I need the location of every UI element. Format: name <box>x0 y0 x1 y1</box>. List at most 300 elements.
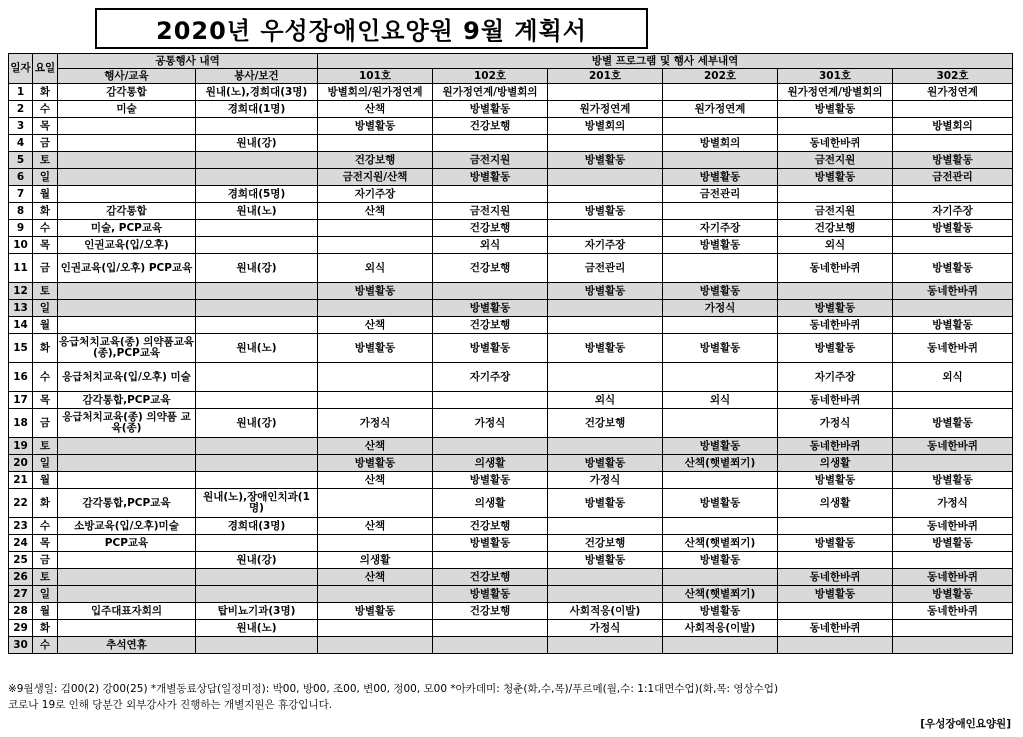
service-cell <box>196 300 318 317</box>
day-cell: 7 <box>9 186 33 203</box>
room-cell: 방별활동 <box>893 535 1013 552</box>
room-cell: 외식 <box>893 363 1013 392</box>
room-cell: 방별활동 <box>663 334 778 363</box>
day-cell: 28 <box>9 603 33 620</box>
day-cell: 14 <box>9 317 33 334</box>
room-cell: 사회적응(이발) <box>548 603 663 620</box>
page-title: 2020년 우성장애인요양원 9월 계획서 <box>95 8 648 49</box>
room-cell <box>433 135 548 152</box>
room-cell: 가정식 <box>893 489 1013 518</box>
room-cell: 건강보행 <box>433 518 548 535</box>
room-cell: 방별활동 <box>433 101 548 118</box>
service-cell: 원내(강) <box>196 254 318 283</box>
header-room-302: 302호 <box>893 69 1013 84</box>
service-cell <box>196 363 318 392</box>
room-cell: 방별활동 <box>433 169 548 186</box>
room-cell: 가정식 <box>548 620 663 637</box>
room-cell: 자기주장 <box>433 363 548 392</box>
room-cell: 자기주장 <box>778 363 893 392</box>
weekday-cell: 목 <box>33 237 58 254</box>
room-cell: 방별활동 <box>548 334 663 363</box>
service-cell: 원내(강) <box>196 552 318 569</box>
day-cell: 29 <box>9 620 33 637</box>
weekday-cell: 화 <box>33 203 58 220</box>
event-cell <box>58 118 196 135</box>
room-cell <box>318 220 433 237</box>
room-cell: 방별활동 <box>663 283 778 300</box>
room-cell <box>433 620 548 637</box>
service-cell <box>196 392 318 409</box>
day-cell: 21 <box>9 472 33 489</box>
weekday-cell: 토 <box>33 152 58 169</box>
room-cell: 방별활동 <box>433 300 548 317</box>
service-cell <box>196 317 318 334</box>
room-cell: 원가정연계 <box>893 84 1013 101</box>
room-cell <box>663 569 778 586</box>
service-cell <box>196 569 318 586</box>
room-cell <box>778 518 893 535</box>
service-cell: 원내(노) <box>196 620 318 637</box>
event-cell: 감각통합 <box>58 203 196 220</box>
room-cell: 방별활동 <box>548 455 663 472</box>
room-cell: 원가정연계/방별회의 <box>433 84 548 101</box>
service-cell <box>196 237 318 254</box>
room-cell <box>318 535 433 552</box>
weekday-cell: 수 <box>33 518 58 535</box>
room-cell: 동네한바퀴 <box>778 254 893 283</box>
room-cell: 동네한바퀴 <box>778 135 893 152</box>
room-cell: 동네한바퀴 <box>778 569 893 586</box>
room-cell <box>663 152 778 169</box>
room-cell: 동네한바퀴 <box>778 392 893 409</box>
weekday-cell: 수 <box>33 637 58 654</box>
weekday-cell: 목 <box>33 118 58 135</box>
table-row <box>9 203 1013 220</box>
day-cell: 11 <box>9 254 33 283</box>
room-cell: 방별활동 <box>778 586 893 603</box>
service-cell <box>196 535 318 552</box>
service-cell: 원내(노) <box>196 203 318 220</box>
table-row <box>9 135 1013 152</box>
room-cell <box>893 300 1013 317</box>
room-cell <box>663 518 778 535</box>
room-cell <box>893 135 1013 152</box>
event-cell <box>58 552 196 569</box>
weekday-cell: 일 <box>33 586 58 603</box>
event-cell: 응급처치교육(종) 의약품교육(종),PCP교육 <box>58 334 196 363</box>
room-cell <box>778 552 893 569</box>
room-cell: 의생활 <box>778 489 893 518</box>
event-cell <box>58 620 196 637</box>
service-cell: 경희대(3명) <box>196 518 318 535</box>
room-cell: 방별활동 <box>433 586 548 603</box>
room-cell: 산책(햇볕쬐기) <box>663 535 778 552</box>
room-cell <box>318 135 433 152</box>
weekday-cell: 목 <box>33 535 58 552</box>
footer-signature: [우성장애인요양원] <box>920 718 1011 730</box>
day-cell: 16 <box>9 363 33 392</box>
table-row <box>9 186 1013 203</box>
room-cell: 방별활동 <box>778 169 893 186</box>
event-cell: 감각통합,PCP교육 <box>58 392 196 409</box>
day-cell: 13 <box>9 300 33 317</box>
room-cell: 방별활동 <box>548 152 663 169</box>
room-cell <box>318 392 433 409</box>
room-cell <box>663 118 778 135</box>
event-cell <box>58 438 196 455</box>
room-cell: 동네한바퀴 <box>893 569 1013 586</box>
service-cell: 원내(노),장애인치과(1명) <box>196 489 318 518</box>
event-cell: 감각통합,PCP교육 <box>58 489 196 518</box>
day-cell: 5 <box>9 152 33 169</box>
event-cell <box>58 569 196 586</box>
weekday-cell: 일 <box>33 169 58 186</box>
event-cell: 미술 <box>58 101 196 118</box>
room-cell: 동네한바퀴 <box>778 438 893 455</box>
room-cell: 자기주장 <box>663 220 778 237</box>
event-cell: 응급처치교육(종) 의약품 교육(종) <box>58 409 196 438</box>
weekday-cell: 월 <box>33 186 58 203</box>
room-cell: 산책 <box>318 438 433 455</box>
room-cell: 산책(햇볕쬐기) <box>663 586 778 603</box>
table-row <box>9 637 1013 654</box>
room-cell: 가정식 <box>433 409 548 438</box>
table-row <box>9 152 1013 169</box>
room-cell <box>893 101 1013 118</box>
room-cell <box>548 363 663 392</box>
table-row <box>9 603 1013 620</box>
room-cell: 원가정연계 <box>548 101 663 118</box>
service-cell <box>196 438 318 455</box>
event-cell <box>58 152 196 169</box>
event-cell: 인권교육(입/오후) <box>58 237 196 254</box>
service-cell <box>196 283 318 300</box>
room-cell <box>433 186 548 203</box>
header-service: 봉사/보건 <box>196 69 318 84</box>
table-row <box>9 254 1013 283</box>
room-cell: 금전지원 <box>433 203 548 220</box>
room-cell <box>778 186 893 203</box>
room-cell: 방별활동 <box>433 535 548 552</box>
day-cell: 19 <box>9 438 33 455</box>
room-cell <box>663 203 778 220</box>
service-cell <box>196 118 318 135</box>
table-row <box>9 518 1013 535</box>
event-cell: 입주대표자회의 <box>58 603 196 620</box>
weekday-cell: 화 <box>33 620 58 637</box>
room-cell: 방별활동 <box>318 603 433 620</box>
footer-note-covid: 코로나 19로 인해 당분간 외부강사가 진행하는 개별지원은 휴강입니다. <box>8 699 333 711</box>
room-cell <box>548 637 663 654</box>
room-cell: 금전지원 <box>778 203 893 220</box>
room-cell: 자기주장 <box>548 237 663 254</box>
service-cell: 원내(강) <box>196 135 318 152</box>
room-cell: 가정식 <box>548 472 663 489</box>
room-cell <box>778 283 893 300</box>
room-cell: 방별활동 <box>318 283 433 300</box>
header-weekday: 요일 <box>33 54 58 84</box>
service-cell <box>196 586 318 603</box>
table-row <box>9 552 1013 569</box>
weekday-cell: 월 <box>33 317 58 334</box>
table-row <box>9 220 1013 237</box>
room-cell: 방별활동 <box>663 237 778 254</box>
room-cell: 산책(햇볕쬐기) <box>663 455 778 472</box>
room-cell <box>893 620 1013 637</box>
weekday-cell: 금 <box>33 254 58 283</box>
event-cell <box>58 283 196 300</box>
service-cell <box>196 472 318 489</box>
room-cell: 방별활동 <box>318 118 433 135</box>
room-cell: 금전지원 <box>778 152 893 169</box>
room-cell: 방별활동 <box>893 472 1013 489</box>
room-cell <box>433 552 548 569</box>
room-cell <box>318 300 433 317</box>
table-row <box>9 118 1013 135</box>
header-common-group: 공통행사 내역 <box>58 54 318 69</box>
room-cell: 방별활동 <box>663 169 778 186</box>
weekday-cell: 수 <box>33 101 58 118</box>
room-cell: 방별활동 <box>893 317 1013 334</box>
room-cell: 동네한바퀴 <box>893 438 1013 455</box>
room-cell <box>548 169 663 186</box>
room-cell: 건강보행 <box>318 152 433 169</box>
day-cell: 18 <box>9 409 33 438</box>
table-row <box>9 586 1013 603</box>
event-cell <box>58 472 196 489</box>
room-cell: 방별회의 <box>548 118 663 135</box>
room-cell: 방별활동 <box>893 152 1013 169</box>
room-cell: 금전관리 <box>663 186 778 203</box>
room-cell <box>548 586 663 603</box>
event-cell: 감각통합 <box>58 84 196 101</box>
room-cell: 동네한바퀴 <box>893 334 1013 363</box>
room-cell <box>778 118 893 135</box>
header-room-201: 201호 <box>548 69 663 84</box>
day-cell: 8 <box>9 203 33 220</box>
room-cell <box>548 317 663 334</box>
room-cell <box>663 317 778 334</box>
room-cell: 건강보행 <box>433 603 548 620</box>
room-cell: 금전지원/산책 <box>318 169 433 186</box>
room-cell: 방별활동 <box>663 438 778 455</box>
table-row <box>9 300 1013 317</box>
table-row <box>9 283 1013 300</box>
room-cell <box>318 586 433 603</box>
day-cell: 30 <box>9 637 33 654</box>
room-cell <box>893 455 1013 472</box>
room-cell: 의생활 <box>433 489 548 518</box>
room-cell <box>778 603 893 620</box>
header-day: 일자 <box>9 54 33 84</box>
room-cell: 금전지원 <box>433 152 548 169</box>
room-cell: 가정식 <box>663 300 778 317</box>
room-cell: 동네한바퀴 <box>893 603 1013 620</box>
day-cell: 6 <box>9 169 33 186</box>
header-program-group: 방별 프로그램 및 행사 세부내역 <box>318 54 1013 69</box>
weekday-cell: 토 <box>33 569 58 586</box>
event-cell <box>58 169 196 186</box>
event-cell <box>58 135 196 152</box>
room-cell <box>548 518 663 535</box>
room-cell <box>433 283 548 300</box>
room-cell: 외식 <box>318 254 433 283</box>
room-cell: 건강보행 <box>433 569 548 586</box>
room-cell: 건강보행 <box>548 409 663 438</box>
weekday-cell: 화 <box>33 489 58 518</box>
day-cell: 12 <box>9 283 33 300</box>
room-cell <box>893 237 1013 254</box>
room-cell: 방별회의 <box>893 118 1013 135</box>
service-cell: 탑비뇨기과(3명) <box>196 603 318 620</box>
service-cell: 원내(강) <box>196 409 318 438</box>
day-cell: 3 <box>9 118 33 135</box>
room-cell: 의생활 <box>433 455 548 472</box>
weekday-cell: 토 <box>33 438 58 455</box>
room-cell: 산책 <box>318 203 433 220</box>
room-cell <box>548 186 663 203</box>
room-cell: 방별활동 <box>778 334 893 363</box>
header-room-202: 202호 <box>663 69 778 84</box>
room-cell <box>318 363 433 392</box>
weekday-cell: 월 <box>33 472 58 489</box>
weekday-cell: 수 <box>33 363 58 392</box>
room-cell <box>663 363 778 392</box>
event-cell: 추석연휴 <box>58 637 196 654</box>
room-cell: 건강보행 <box>778 220 893 237</box>
room-cell: 동네한바퀴 <box>778 620 893 637</box>
room-cell <box>663 637 778 654</box>
room-cell <box>663 254 778 283</box>
room-cell: 건강보행 <box>433 220 548 237</box>
room-cell <box>548 135 663 152</box>
room-cell: 사회적응(이발) <box>663 620 778 637</box>
room-cell: 자기주장 <box>893 203 1013 220</box>
table-row <box>9 438 1013 455</box>
room-cell <box>663 84 778 101</box>
room-cell: 건강보행 <box>433 317 548 334</box>
room-cell <box>893 392 1013 409</box>
room-cell: 방별활동 <box>893 254 1013 283</box>
day-cell: 1 <box>9 84 33 101</box>
table-row <box>9 455 1013 472</box>
table-row <box>9 569 1013 586</box>
room-cell <box>548 569 663 586</box>
room-cell: 방별활동 <box>433 334 548 363</box>
table-row <box>9 409 1013 438</box>
room-cell: 방별회의 <box>663 135 778 152</box>
room-cell: 외식 <box>778 237 893 254</box>
room-cell: 방별활동 <box>663 603 778 620</box>
room-cell: 방별활동 <box>778 101 893 118</box>
weekday-cell: 수 <box>33 220 58 237</box>
day-cell: 9 <box>9 220 33 237</box>
day-cell: 27 <box>9 586 33 603</box>
room-cell: 방별활동 <box>663 552 778 569</box>
day-cell: 20 <box>9 455 33 472</box>
room-cell <box>318 637 433 654</box>
event-cell: 인권교육(입/오후) PCP교육 <box>58 254 196 283</box>
service-cell <box>196 220 318 237</box>
room-cell <box>548 220 663 237</box>
room-cell <box>893 552 1013 569</box>
room-cell: 의생활 <box>318 552 433 569</box>
table-row <box>9 334 1013 363</box>
event-cell <box>58 455 196 472</box>
service-cell <box>196 152 318 169</box>
plan-table <box>8 53 1013 654</box>
table-row <box>9 535 1013 552</box>
room-cell: 방별활동 <box>893 409 1013 438</box>
room-cell: 건강보행 <box>548 535 663 552</box>
room-cell: 방별활동 <box>548 283 663 300</box>
room-cell: 외식 <box>663 392 778 409</box>
header-room-301: 301호 <box>778 69 893 84</box>
header-room-102: 102호 <box>433 69 548 84</box>
room-cell: 건강보행 <box>433 254 548 283</box>
service-cell: 경희대(5명) <box>196 186 318 203</box>
day-cell: 26 <box>9 569 33 586</box>
room-cell: 금전관리 <box>893 169 1013 186</box>
weekday-cell: 목 <box>33 392 58 409</box>
service-cell <box>196 637 318 654</box>
service-cell <box>196 169 318 186</box>
room-cell: 자기주장 <box>318 186 433 203</box>
weekday-cell: 금 <box>33 409 58 438</box>
table-row <box>9 169 1013 186</box>
day-cell: 15 <box>9 334 33 363</box>
plan-body <box>9 84 1013 654</box>
room-cell: 방별활동 <box>548 203 663 220</box>
weekday-cell: 금 <box>33 552 58 569</box>
service-cell <box>196 455 318 472</box>
event-cell: 미술, PCP교육 <box>58 220 196 237</box>
room-cell: 금전관리 <box>548 254 663 283</box>
room-cell: 동네한바퀴 <box>893 518 1013 535</box>
weekday-cell: 일 <box>33 455 58 472</box>
room-cell: 동네한바퀴 <box>778 317 893 334</box>
room-cell <box>318 489 433 518</box>
table-row <box>9 101 1013 118</box>
event-cell: PCP교육 <box>58 535 196 552</box>
weekday-cell: 화 <box>33 84 58 101</box>
table-row <box>9 317 1013 334</box>
table-row <box>9 363 1013 392</box>
room-cell <box>433 438 548 455</box>
weekday-cell: 일 <box>33 300 58 317</box>
room-cell: 방별활동 <box>778 300 893 317</box>
room-cell: 산책 <box>318 101 433 118</box>
weekday-cell: 월 <box>33 603 58 620</box>
day-cell: 22 <box>9 489 33 518</box>
event-cell: 소방교육(입/오후)미술 <box>58 518 196 535</box>
room-cell: 산책 <box>318 472 433 489</box>
table-row <box>9 489 1013 518</box>
room-cell: 방별회의/원가정연계 <box>318 84 433 101</box>
footer-note-birthdays: ※9월생일: 김00(2) 강00(25) *개별동료상담(일정미정): 박00, 방00, 조00, 변00, 정00, 모00 *아카데미: 청춘(화,수,목)/푸르메(월,수: 1:1대면수업)(화,목: 영상수업) <box>8 683 779 695</box>
day-cell: 2 <box>9 101 33 118</box>
room-cell: 동네한바퀴 <box>893 283 1013 300</box>
room-cell <box>433 637 548 654</box>
room-cell: 방별활동 <box>318 455 433 472</box>
room-cell: 방별활동 <box>318 334 433 363</box>
room-cell: 원가정연계 <box>663 101 778 118</box>
room-cell <box>663 472 778 489</box>
header-event: 행사/교육 <box>58 69 196 84</box>
room-cell: 산책 <box>318 317 433 334</box>
weekday-cell: 금 <box>33 135 58 152</box>
service-cell: 경희대(1명) <box>196 101 318 118</box>
